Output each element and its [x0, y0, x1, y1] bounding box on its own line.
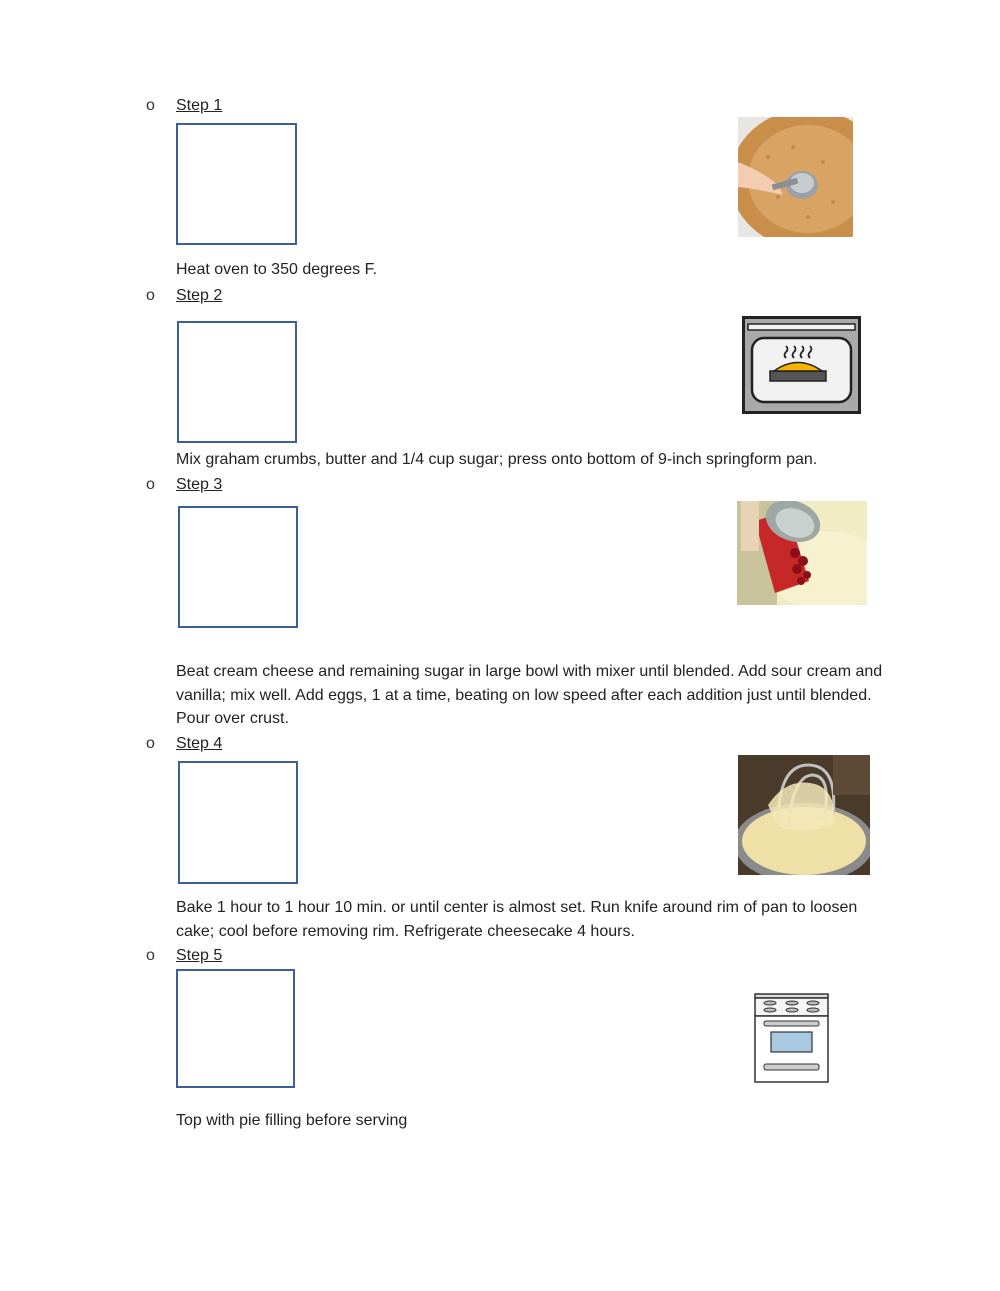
step-4-label: Step 4	[176, 735, 223, 752]
step-5-answer-box[interactable]	[176, 969, 295, 1088]
step-2-description: Mix graham crumbs, butter and 1/4 cup sugar; press onto bottom of 9-inch springform pan.	[176, 451, 818, 468]
step-3-bullet: o	[146, 476, 155, 493]
mixer-batter-photo	[738, 755, 870, 875]
step-4-answer-box[interactable]	[178, 761, 298, 884]
step-1-label: Step 1	[176, 97, 223, 114]
step-1-description: Heat oven to 350 degrees F.	[176, 261, 378, 278]
step-5-description: Top with pie filling before serving	[176, 1112, 408, 1129]
step-1-bullet: o	[146, 97, 155, 114]
step-2-bullet: o	[146, 287, 155, 304]
step-3-label: Step 3	[176, 476, 223, 493]
crust-pressing-photo	[738, 117, 853, 237]
step-4-description: Bake 1 hour to 1 hour 10 min. or until center is almost set. Run knife around rim of pan to loosen cake; cool before removing rim. Refrigerate cheesecake 4 hours.	[176, 899, 858, 940]
step-4-bullet: o	[146, 735, 155, 752]
step-5-bullet: o	[146, 947, 155, 964]
step-3-description: Beat cream cheese and remaining sugar in large bowl with mixer until blended. Add sour cream and vanilla; mix well. Add eggs, 1 at a time, beating on low speed after each addition just until blended. Pour over crust.	[176, 663, 883, 727]
pie-filling-can-photo	[737, 501, 867, 605]
step-2-answer-box[interactable]	[177, 321, 297, 443]
step-1-answer-box[interactable]	[176, 123, 297, 245]
stove-icon	[752, 992, 831, 1084]
step-5-label: Step 5	[176, 947, 223, 964]
step-2-label: Step 2	[176, 287, 223, 304]
oven-baking-icon	[742, 316, 861, 414]
step-3-answer-box[interactable]	[178, 506, 298, 628]
